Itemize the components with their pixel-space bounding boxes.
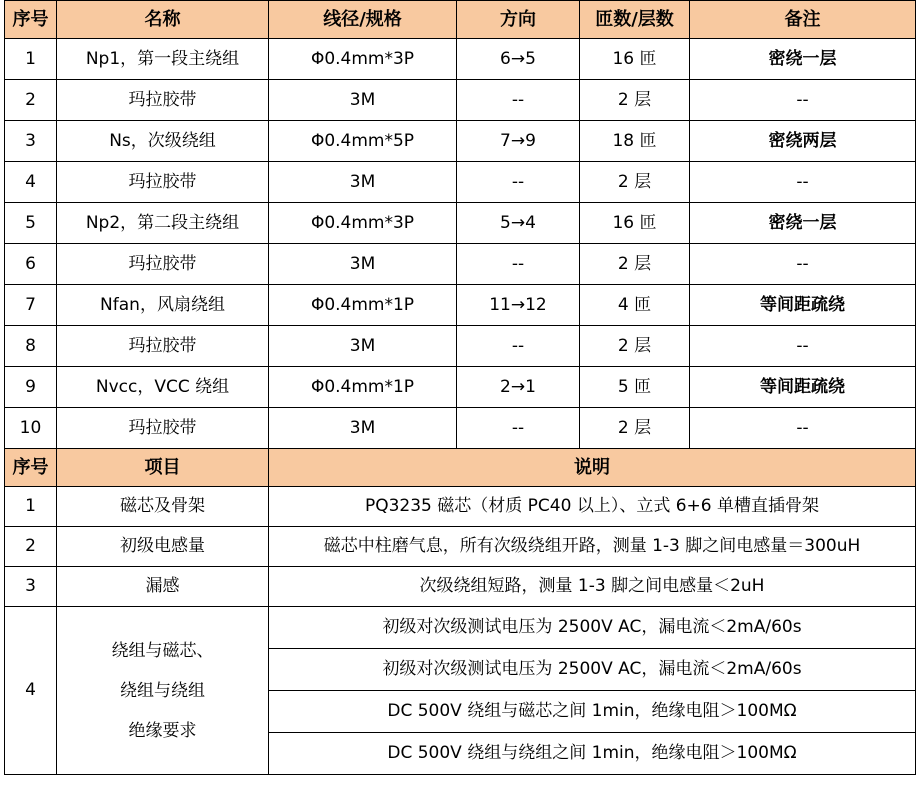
- item-description: 磁芯中柱磨气息，所有次级绕组开路，测量 1-3 脚之间电感量＝300uH: [269, 527, 916, 567]
- item-description: PQ3235 磁芯（材质 PC40 以上）、立式 6+6 单槽直插骨架: [269, 487, 916, 527]
- table-row: [5, 326, 916, 367]
- turns-layers: 5 匝: [580, 367, 690, 408]
- winding-name: 玛拉胶带: [57, 162, 269, 203]
- row-index: 10: [5, 408, 57, 449]
- wire-spec: 3M: [269, 326, 457, 367]
- item-name: 初级电感量: [57, 527, 269, 567]
- header-name: 名称: [57, 1, 269, 39]
- remarks: --: [690, 408, 916, 449]
- header-description: 说明: [269, 449, 916, 487]
- turns-layers: 2 层: [580, 162, 690, 203]
- remarks: 等间距疏绕: [690, 285, 916, 326]
- winding-name: 玛拉胶带: [57, 408, 269, 449]
- header-remarks: 备注: [690, 1, 916, 39]
- winding-name: Ns，次级绕组: [57, 121, 269, 162]
- turns-layers: 18 匝: [580, 121, 690, 162]
- item-name: 磁芯及骨架: [57, 487, 269, 527]
- header-index-2: 序号: [5, 449, 57, 487]
- row-index: 1: [5, 39, 57, 80]
- wire-spec: Φ0.4mm*3P: [269, 203, 457, 244]
- wire-spec: Φ0.4mm*3P: [269, 39, 457, 80]
- spec-table: [4, 0, 916, 775]
- wire-spec: Φ0.4mm*5P: [269, 121, 457, 162]
- table-row: [5, 487, 916, 527]
- table-row: [5, 607, 916, 649]
- header-direction: 方向: [457, 1, 580, 39]
- table-row: [5, 121, 916, 162]
- winding-header-row: [5, 1, 916, 39]
- wire-spec: 3M: [269, 162, 457, 203]
- remarks: --: [690, 244, 916, 285]
- row-index: 1: [5, 487, 57, 527]
- table-row: [5, 80, 916, 121]
- header-turns-layers: 匝数/层数: [580, 1, 690, 39]
- row-index: 2: [5, 80, 57, 121]
- item-name-line: 绕组与绕组: [120, 680, 205, 701]
- winding-name: 玛拉胶带: [57, 326, 269, 367]
- insulation-test-description: DC 500V 绕组与磁芯之间 1min，绝缘电阻＞100MΩ: [269, 691, 916, 733]
- winding-name: Nvcc，VCC 绕组: [57, 367, 269, 408]
- remarks: --: [690, 326, 916, 367]
- direction: --: [457, 80, 580, 121]
- winding-name: Nfan，风扇绕组: [57, 285, 269, 326]
- direction: 11→12: [457, 285, 580, 326]
- wire-spec: Φ0.4mm*1P: [269, 285, 457, 326]
- row-index: 8: [5, 326, 57, 367]
- remarks: --: [690, 80, 916, 121]
- item-name-line: 绕组与磁芯、: [111, 640, 214, 661]
- header-item: 项目: [57, 449, 269, 487]
- turns-layers: 2 层: [580, 408, 690, 449]
- direction: 6→5: [457, 39, 580, 80]
- winding-name: Np1，第一段主绕组: [57, 39, 269, 80]
- item-name: 漏感: [57, 567, 269, 607]
- winding-name: Np2，第二段主绕组: [57, 203, 269, 244]
- turns-layers: 16 匝: [580, 203, 690, 244]
- insulation-test-description: 初级对次级测试电压为 2500V AC，漏电流＜2mA/60s: [269, 649, 916, 691]
- row-index: 5: [5, 203, 57, 244]
- row-index: 7: [5, 285, 57, 326]
- insulation-test-description: 初级对次级测试电压为 2500V AC，漏电流＜2mA/60s: [269, 607, 916, 649]
- remarks: 密绕两层: [690, 121, 916, 162]
- table-row: [5, 567, 916, 607]
- item-header-row: [5, 449, 916, 487]
- winding-name: 玛拉胶带: [57, 244, 269, 285]
- table-row: [5, 162, 916, 203]
- table-row: [5, 408, 916, 449]
- direction: --: [457, 326, 580, 367]
- wire-spec: 3M: [269, 408, 457, 449]
- insulation-test-description: DC 500V 绕组与绕组之间 1min，绝缘电阻＞100MΩ: [269, 733, 916, 775]
- table-row: [5, 39, 916, 80]
- header-wire-spec: 线径/规格: [269, 1, 457, 39]
- direction: 2→1: [457, 367, 580, 408]
- direction: --: [457, 244, 580, 285]
- turns-layers: 16 匝: [580, 39, 690, 80]
- wire-spec: Φ0.4mm*1P: [269, 367, 457, 408]
- row-index: 4: [5, 162, 57, 203]
- turns-layers: 2 层: [580, 244, 690, 285]
- table-row: [5, 203, 916, 244]
- row-index: 2: [5, 527, 57, 567]
- direction: --: [457, 408, 580, 449]
- item-name: [57, 607, 269, 775]
- turns-layers: 2 层: [580, 326, 690, 367]
- row-index: 4: [5, 607, 57, 775]
- table-row: [5, 285, 916, 326]
- direction: --: [457, 162, 580, 203]
- header-index: 序号: [5, 1, 57, 39]
- turns-layers: 2 层: [580, 80, 690, 121]
- item-name-line: 绝缘要求: [128, 720, 197, 741]
- wire-spec: 3M: [269, 244, 457, 285]
- table-row: [5, 527, 916, 567]
- wire-spec: 3M: [269, 80, 457, 121]
- remarks: 密绕一层: [690, 203, 916, 244]
- row-index: 3: [5, 567, 57, 607]
- direction: 7→9: [457, 121, 580, 162]
- remarks: 等间距疏绕: [690, 367, 916, 408]
- direction: 5→4: [457, 203, 580, 244]
- remarks: --: [690, 162, 916, 203]
- row-index: 9: [5, 367, 57, 408]
- row-index: 6: [5, 244, 57, 285]
- table-row: [5, 367, 916, 408]
- winding-name: 玛拉胶带: [57, 80, 269, 121]
- table-row: [5, 244, 916, 285]
- turns-layers: 4 匝: [580, 285, 690, 326]
- item-description: 次级绕组短路，测量 1-3 脚之间电感量＜2uH: [269, 567, 916, 607]
- remarks: 密绕一层: [690, 39, 916, 80]
- row-index: 3: [5, 121, 57, 162]
